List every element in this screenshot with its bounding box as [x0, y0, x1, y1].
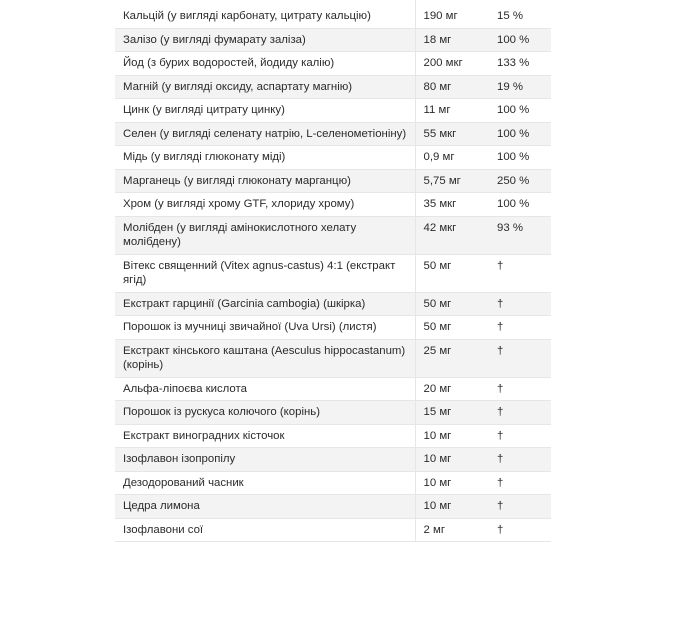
amount-cell: 80 мг [415, 75, 491, 99]
daily-value-cell: † [491, 424, 551, 448]
table-row [115, 169, 551, 193]
amount-cell: 18 мг [415, 28, 491, 52]
ingredient-name-cell: Йод (з бурих водоростей, йодиду калію) [115, 52, 415, 76]
amount-cell: 15 мг [415, 401, 491, 425]
daily-value-cell: 100 % [491, 122, 551, 146]
ingredient-name-cell: Селен (у вигляді селенату натрію, L-селенометіоніну) [115, 122, 415, 146]
amount-cell: 50 мг [415, 292, 491, 316]
daily-value-cell: 100 % [491, 193, 551, 217]
ingredient-name-cell: Альфа-ліпоєва кислота [115, 377, 415, 401]
ingredient-name-cell: Магній (у вигляді оксиду, аспартату магнію) [115, 75, 415, 99]
daily-value-cell: † [491, 471, 551, 495]
ingredient-name-cell: Цедра лимона [115, 495, 415, 519]
amount-cell: 25 мг [415, 339, 491, 377]
amount-cell: 55 мкг [415, 122, 491, 146]
amount-cell: 11 мг [415, 99, 491, 123]
ingredient-name-cell: Цинк (у вигляді цитрату цинку) [115, 99, 415, 123]
daily-value-cell: † [491, 292, 551, 316]
daily-value-cell: † [491, 254, 551, 292]
amount-cell: 50 мг [415, 316, 491, 340]
table-row [115, 99, 551, 123]
table-row [115, 254, 551, 292]
ingredient-name-cell: Кальцій (у вигляді карбонату, цитрату кальцію) [115, 0, 415, 28]
daily-value-cell: 100 % [491, 146, 551, 170]
ingredient-name-cell: Молібден (у вигляді амінокислотного хелату молібдену) [115, 216, 415, 254]
table-row [115, 424, 551, 448]
daily-value-cell: † [491, 401, 551, 425]
table-row [115, 448, 551, 472]
ingredient-name-cell: Ізофлавон ізопропілу [115, 448, 415, 472]
amount-cell: 20 мг [415, 377, 491, 401]
table-row [115, 316, 551, 340]
daily-value-cell: † [491, 377, 551, 401]
table-row [115, 193, 551, 217]
ingredient-name-cell: Ізофлавони сої [115, 518, 415, 542]
daily-value-cell: † [491, 495, 551, 519]
table-row [115, 75, 551, 99]
ingredient-name-cell: Марганець (у вигляді глюконату марганцю) [115, 169, 415, 193]
ingredient-name-cell: Мідь (у вигляді глюконату міді) [115, 146, 415, 170]
daily-value-cell: † [491, 448, 551, 472]
ingredient-name-cell: Екстракт виноградних кісточок [115, 424, 415, 448]
daily-value-cell: 133 % [491, 52, 551, 76]
table-row [115, 122, 551, 146]
ingredient-name-cell: Порошок із мучниці звичайної (Uva Ursi) (листя) [115, 316, 415, 340]
daily-value-cell: † [491, 518, 551, 542]
amount-cell: 10 мг [415, 424, 491, 448]
ingredient-name-cell: Порошок із рускуса колючого (корінь) [115, 401, 415, 425]
ingredient-name-cell: Екстракт кінського каштана (Aesculus hippocastanum) (корінь) [115, 339, 415, 377]
table-row [115, 216, 551, 254]
daily-value-cell: 100 % [491, 99, 551, 123]
table-row [115, 52, 551, 76]
ingredient-name-cell: Залізо (у вигляді фумарату заліза) [115, 28, 415, 52]
amount-cell: 50 мг [415, 254, 491, 292]
daily-value-cell: † [491, 316, 551, 340]
ingredient-name-cell: Екстракт гарцинії (Garcinia cambogia) (шкірка) [115, 292, 415, 316]
table-row [115, 495, 551, 519]
daily-value-cell: 100 % [491, 28, 551, 52]
table-row [115, 401, 551, 425]
amount-cell: 10 мг [415, 471, 491, 495]
daily-value-cell: 250 % [491, 169, 551, 193]
table-row [115, 28, 551, 52]
daily-value-cell: 93 % [491, 216, 551, 254]
amount-cell: 10 мг [415, 448, 491, 472]
supplement-facts-table-container [115, 0, 551, 542]
table-row [115, 292, 551, 316]
amount-cell: 10 мг [415, 495, 491, 519]
table-row [115, 0, 551, 28]
amount-cell: 190 мг [415, 0, 491, 28]
ingredient-name-cell: Вітекс священний (Vitex agnus-castus) 4:1 (екстракт ягід) [115, 254, 415, 292]
ingredient-name-cell: Хром (у вигляді хрому GTF, хлориду хрому) [115, 193, 415, 217]
amount-cell: 42 мкг [415, 216, 491, 254]
table-row [115, 339, 551, 377]
amount-cell: 5,75 мг [415, 169, 491, 193]
table-body [115, 0, 551, 542]
daily-value-cell: 19 % [491, 75, 551, 99]
amount-cell: 35 мкг [415, 193, 491, 217]
table-row [115, 518, 551, 542]
amount-cell: 200 мкг [415, 52, 491, 76]
table-row [115, 377, 551, 401]
supplement-facts-table [115, 0, 551, 542]
ingredient-name-cell: Дезодорований часник [115, 471, 415, 495]
daily-value-cell: † [491, 339, 551, 377]
table-row [115, 471, 551, 495]
amount-cell: 0,9 мг [415, 146, 491, 170]
table-row [115, 146, 551, 170]
amount-cell: 2 мг [415, 518, 491, 542]
daily-value-cell: 15 % [491, 0, 551, 28]
